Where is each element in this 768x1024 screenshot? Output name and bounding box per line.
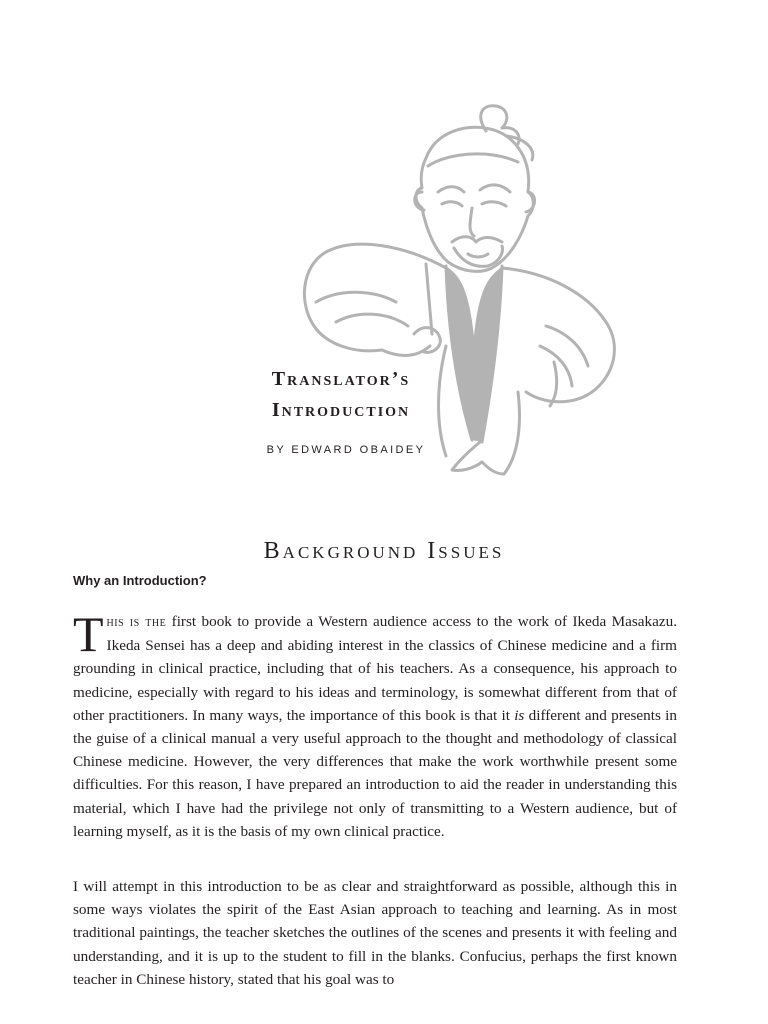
body-paragraph-2: I will attempt in this introduction to be as clear and straightforward as possible, although this in some ways violates the spirit of the East Asian approach to teaching and learning. As in most traditional paintings, the teacher sketches the outlines of the scenes and presents it with feeling and understanding, and it is up to the student to fill in the blanks. Confucius, perhaps the first known teacher in Chinese history, stated that his goal was to — [73, 878, 677, 988]
chapter-title-line2: Introduction — [271, 399, 411, 421]
body-paragraph-1 — [73, 606, 677, 843]
section-heading: Background Issues — [263, 537, 505, 564]
author-byline: BY EDWARD OBAIDEY — [266, 444, 426, 456]
chapter-title-line1: Translator’s — [271, 368, 411, 390]
sage-illustration — [296, 96, 626, 486]
drop-cap: T — [73, 606, 104, 662]
chapter-title — [236, 364, 446, 426]
subsection-heading: Why an Introduction? — [73, 573, 207, 588]
lead-in-smallcaps: his is the — [106, 615, 167, 630]
paragraph1-text-a: first book to provide a Western audience access to the work of Ikeda Masakazu. Ikeda Sensei has a deep and abiding interest in the classics of Chinese medicine and a firm grounding in clinical practice, including that of his teachers. As a consequence, his approach to medicine, especially with regard to his ideas and terminology, is somewhat different from that of other practitioners. In many ways, the importance of this book is that it — [73, 613, 677, 724]
paragraph1-text-b: different and presents in the guise of a clinical manual a very useful approach to the thought and methodology of classical Chinese medicine. However, the very differences that make the work worthwhile present some difficulties. For this reason, I have prepared an introduction to aid the reader in understanding this material, which I have had the privilege not only of transmitting to a Western audience, but of learning myself, as it is the basis of my own clinical practice. — [73, 706, 677, 840]
paragraph1-emphasis: is — [514, 706, 525, 724]
